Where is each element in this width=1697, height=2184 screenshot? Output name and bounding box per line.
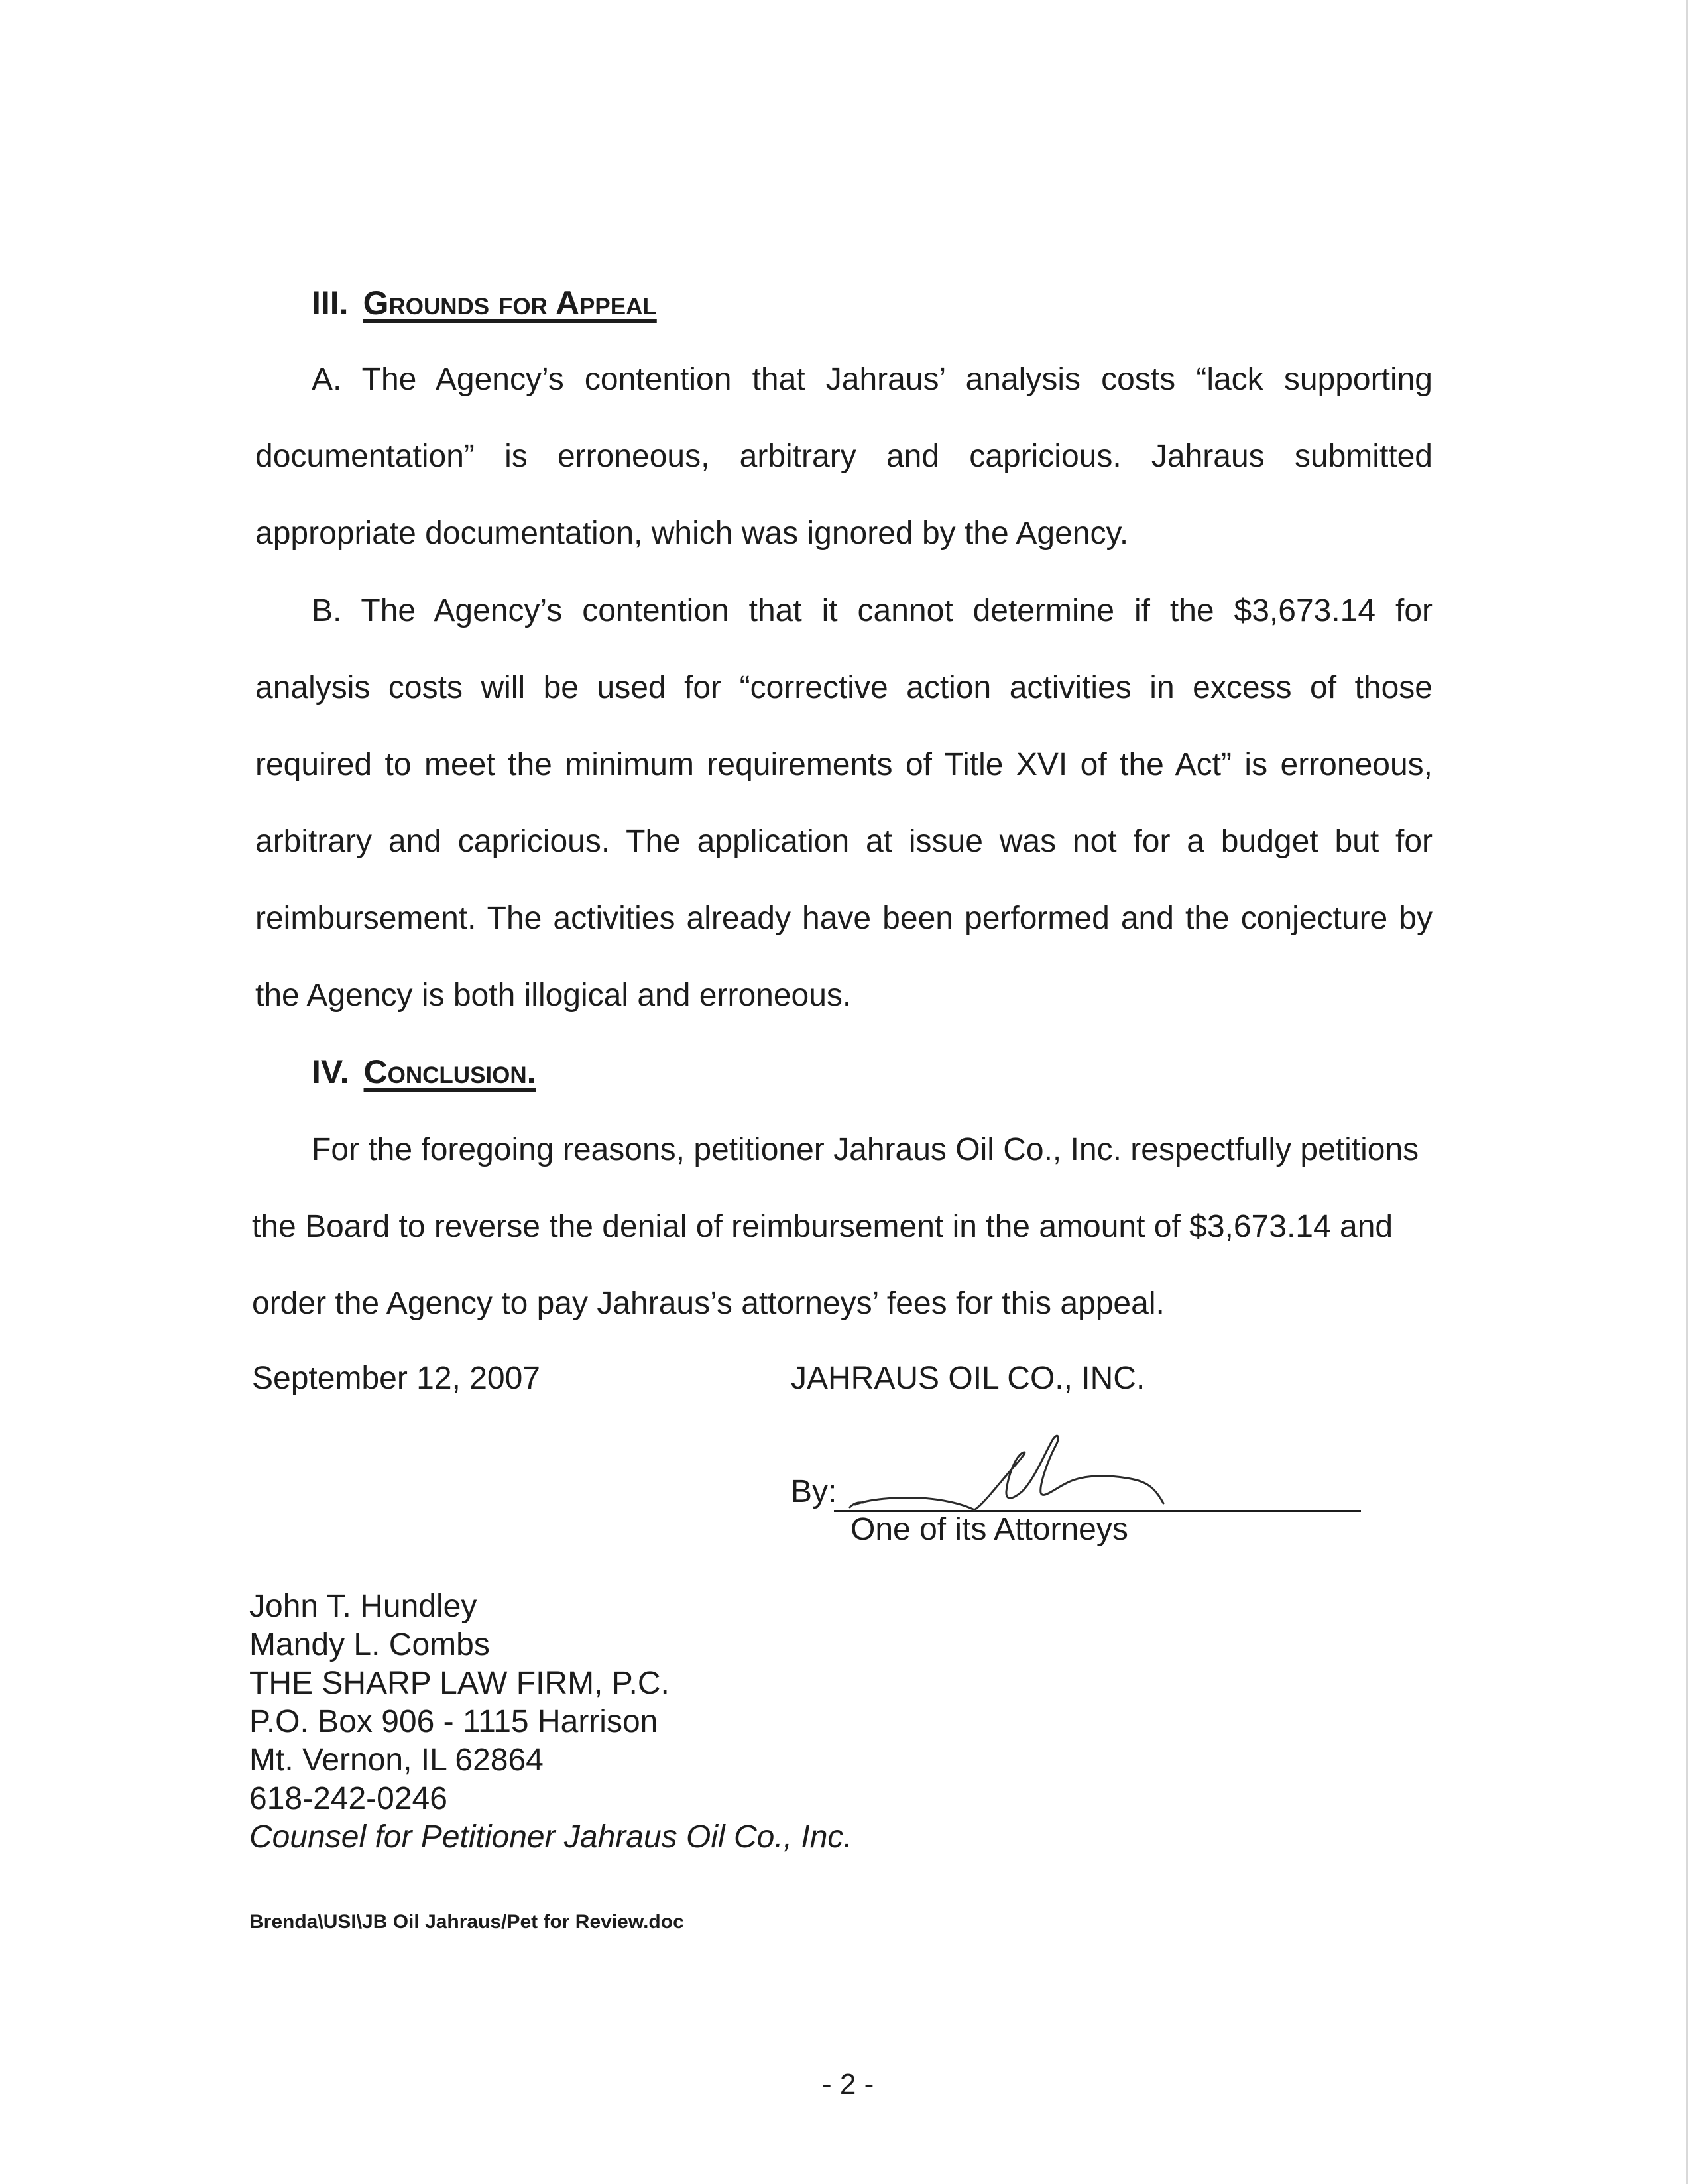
- company-name: JAHRAUS OIL CO., INC.: [791, 1361, 1145, 1396]
- counsel-role: Counsel for Petitioner Jahraus Oil Co., Inc.: [249, 1819, 852, 1855]
- city-state-zip: Mt. Vernon, IL 62864: [249, 1743, 544, 1778]
- paragraph-b: B. The Agency’s contention that it cannot determine if the $3,673.14 for analysis costs will be used for “corrective action activities in excess of those required to meet the minimum requirements of Title XVI of the Act” is erroneous, arbitrary and capricious. The application at issue was not for a budget but for reimbursement. The activities already have been performed and the conjecture by the Agency is both illogical and erroneous.: [255, 593, 1433, 1013]
- section-number: IV.: [312, 1053, 349, 1090]
- section-title: Conclusion.: [363, 1053, 536, 1090]
- phone-number: 618-242-0246: [249, 1781, 447, 1816]
- law-firm-name: THE SHARP LAW FIRM, P.C.: [249, 1666, 670, 1701]
- conclusion-paragraph: For the foregoing reasons, petitioner Jahraus Oil Co., Inc. respectfully petitions the Board to reverse the denial of reimbursement in the amount of $3,673.14 and order the Agency to pay Jahraus’s attorneys’ fees for this appeal.: [252, 1132, 1419, 1321]
- signature-caption: One of its Attorneys: [850, 1512, 1128, 1547]
- signature-by-label: By:: [791, 1474, 837, 1509]
- section-number: III.: [312, 284, 349, 321]
- street-address: P.O. Box 906 - 1115 Harrison: [249, 1704, 658, 1739]
- attorney-name: Mandy L. Combs: [249, 1627, 490, 1662]
- page-number: - 2 -: [822, 2068, 874, 2100]
- file-path-footer: Brenda\USI\JB Oil Jahraus/Pet for Review.doc: [249, 1911, 684, 1933]
- section-title: Grounds for Appeal: [363, 284, 657, 321]
- section-heading-conclusion: [312, 1053, 536, 1091]
- signing-date: September 12, 2007: [252, 1361, 540, 1396]
- scan-edge-line: [1686, 0, 1688, 2184]
- section-heading-grounds: [312, 284, 657, 322]
- handwritten-signature: [842, 1425, 1213, 1518]
- paragraph-a: A. The Agency’s contention that Jahraus’ analysis costs “lack supporting documentation” is erroneous, arbitrary and capricious. Jahraus submitted appropriate documentation, which was ignored by the Agency.: [255, 362, 1433, 551]
- counsel-block: [249, 1587, 852, 1857]
- attorney-name: John T. Hundley: [249, 1589, 477, 1624]
